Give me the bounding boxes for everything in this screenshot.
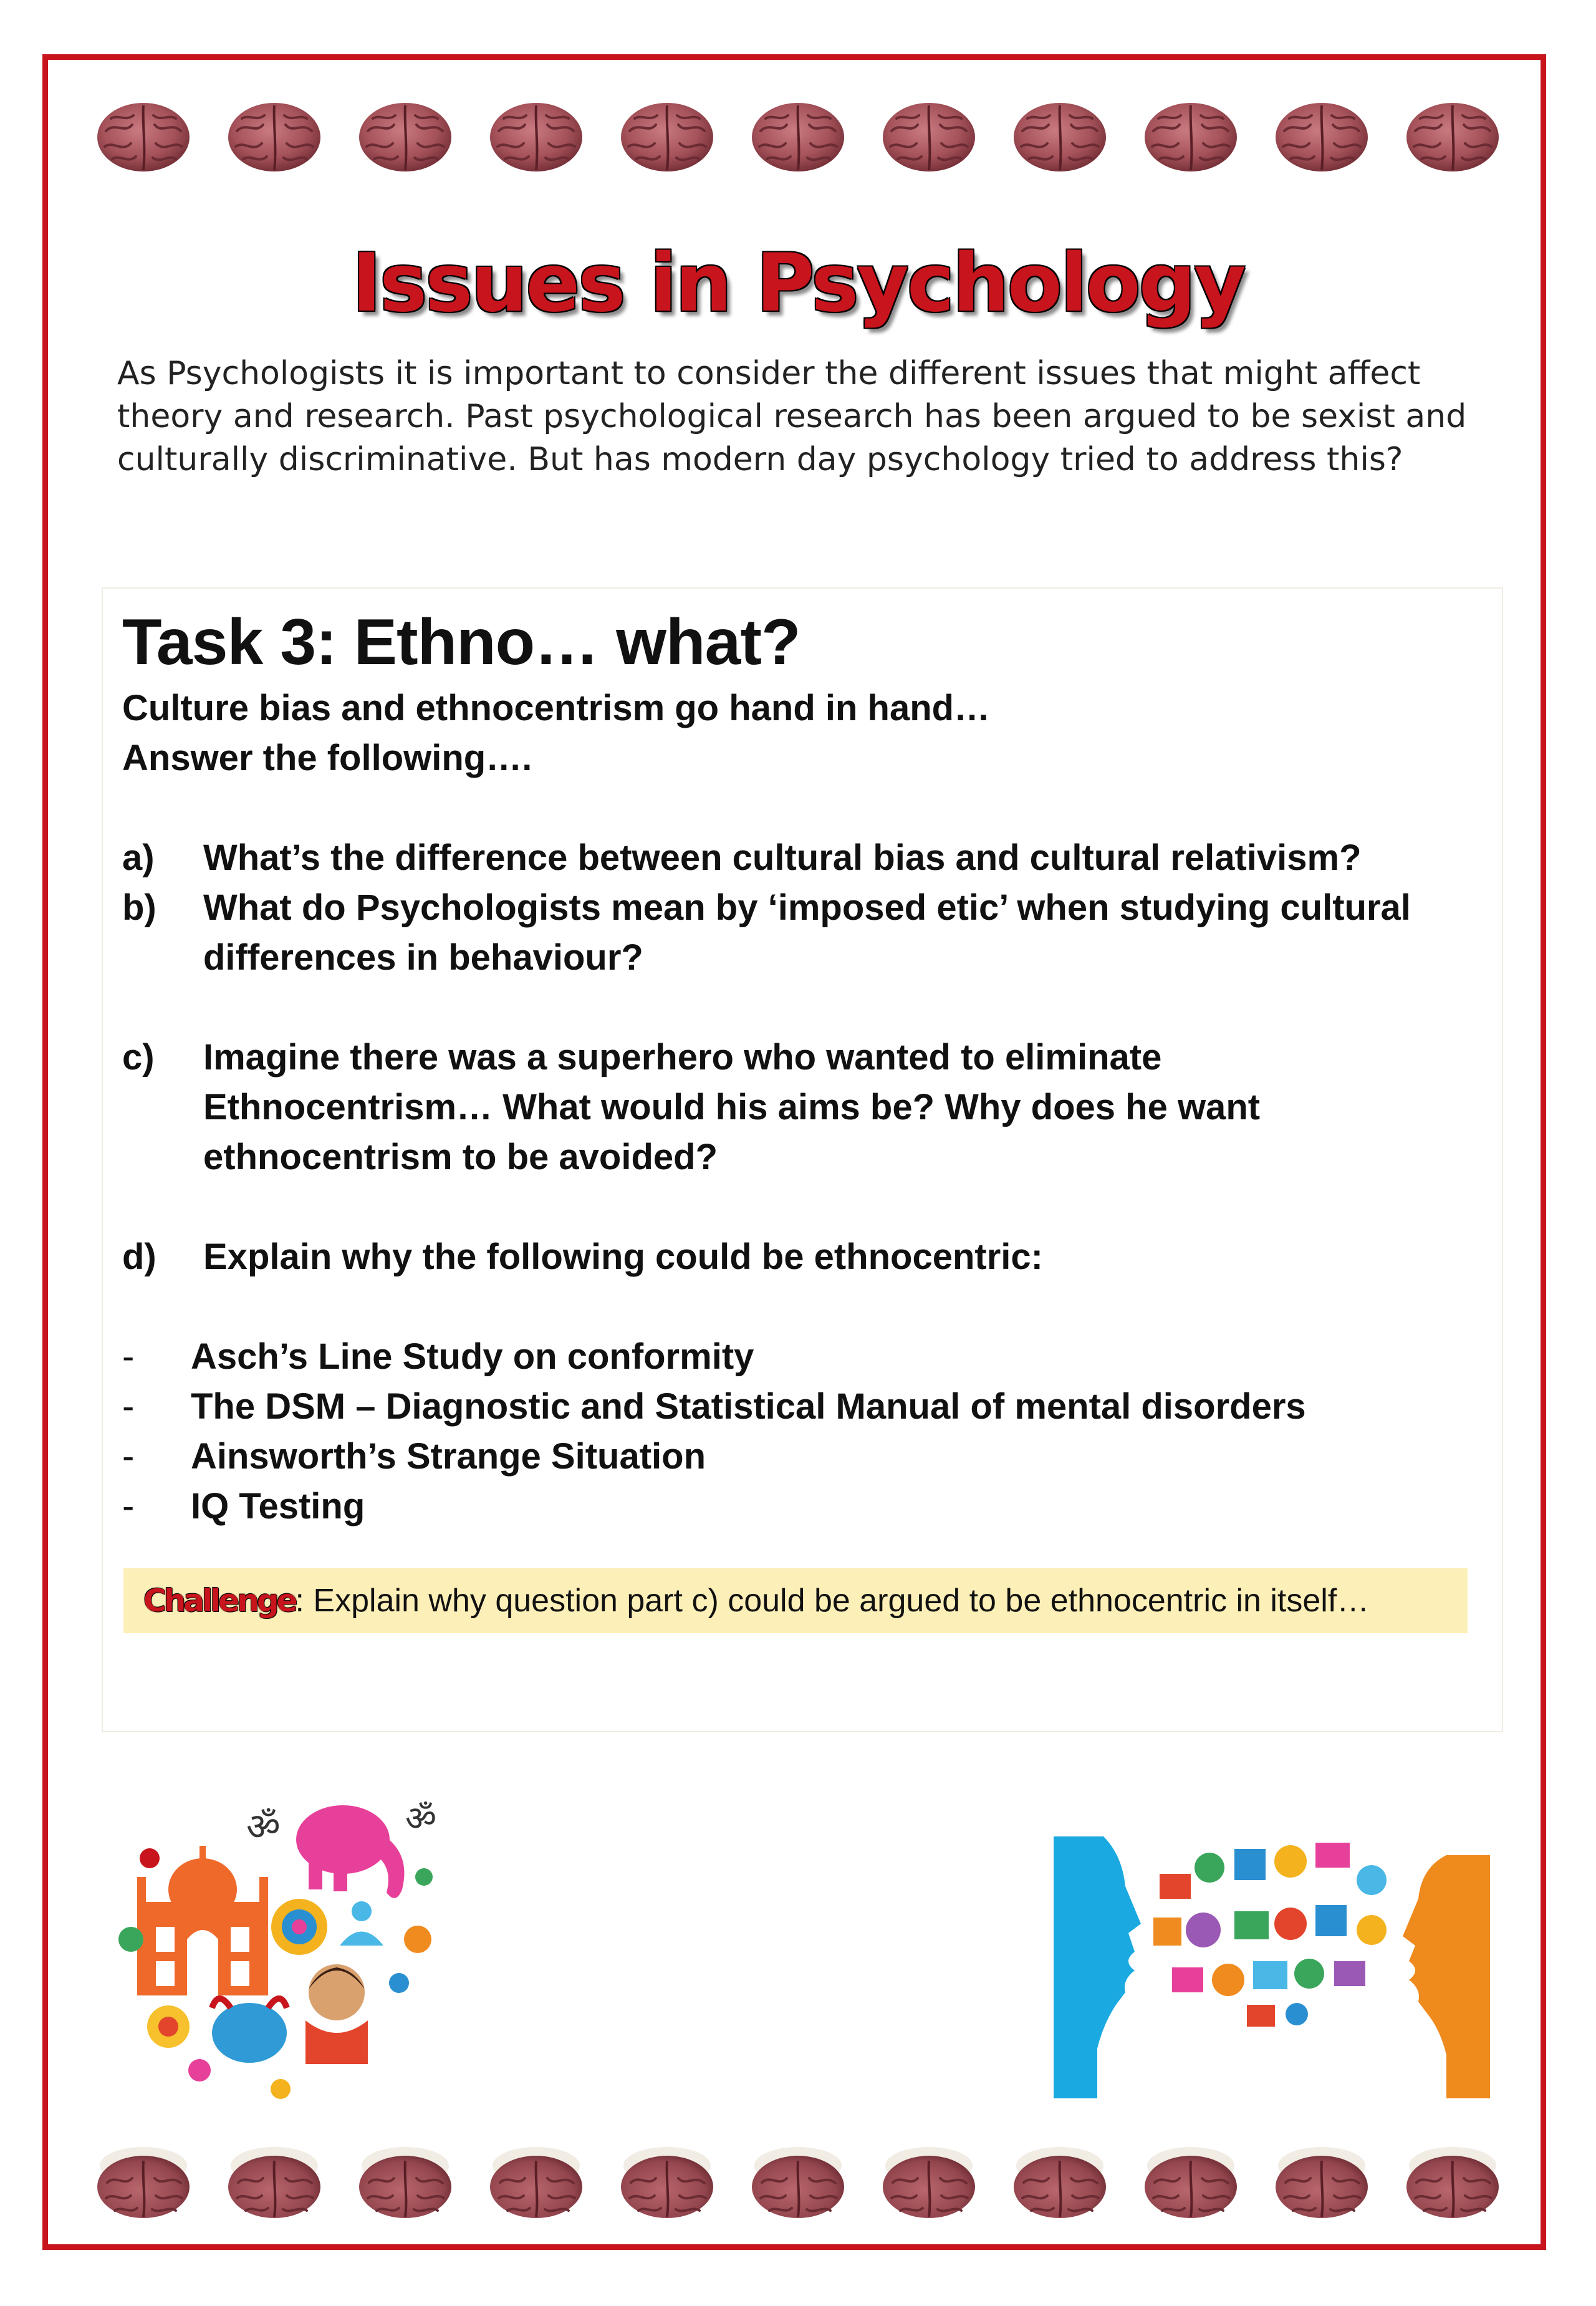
task-lead-1: Culture bias and ethnocentrism go hand in hand… xyxy=(122,688,991,728)
brain-icon xyxy=(617,2142,717,2223)
brain-icon xyxy=(617,97,717,178)
bullet-marker: - xyxy=(122,1386,135,1427)
brain-icon xyxy=(355,97,455,178)
question-b xyxy=(122,883,1494,983)
task-content xyxy=(122,605,1494,1532)
brain-icon xyxy=(486,2142,586,2223)
brain-icon xyxy=(224,2142,324,2223)
page-title: Issues in Psychology xyxy=(352,237,1244,330)
bottom-brain-border xyxy=(94,2139,1502,2226)
brain-icon xyxy=(224,97,324,178)
question-text: Explain why the following could be ethnocentric: xyxy=(203,1237,1043,1277)
brain-icon xyxy=(748,97,848,178)
brain-icon xyxy=(94,2142,193,2223)
brain-icon xyxy=(879,97,979,178)
brain-icon xyxy=(486,97,586,178)
task-lead-2: Answer the following…. xyxy=(122,738,532,778)
challenge-text: : Explain why question part c) could be argued to be ethnocentric in itself… xyxy=(295,1583,1370,1619)
culture-heart-collage-icon xyxy=(94,1783,461,2120)
bullet-text: Ainsworth’s Strange Situation xyxy=(191,1436,706,1477)
brain-icon xyxy=(1403,97,1502,178)
brain-icon xyxy=(1141,2142,1241,2223)
speaking-heads-icon xyxy=(1047,1805,1496,2105)
brain-icon xyxy=(1272,97,1372,178)
brain-icon xyxy=(748,2142,848,2223)
challenge-label: Challenge xyxy=(143,1583,296,1619)
bullet-text: Asch’s Line Study on conformity xyxy=(191,1336,754,1377)
question-text: Imagine there was a superhero who wanted to eliminate Ethnocentrism… What would his aims be? Why does he want ethnocentrism to be avoided? xyxy=(203,1037,1261,1177)
task-heading: Task 3: Ethno… what? xyxy=(122,606,800,678)
bullet-text: The DSM – Diagnostic and Statistical Manual of mental disorders xyxy=(191,1386,1306,1427)
bullet-text: IQ Testing xyxy=(191,1486,365,1527)
bullet-marker: - xyxy=(122,1486,135,1527)
question-letter: c) xyxy=(122,1037,155,1078)
brain-icon xyxy=(1272,2142,1372,2223)
brain-icon xyxy=(355,2142,455,2223)
list-item xyxy=(122,1382,1494,1432)
question-text: What’s the difference between cultural bias and cultural relativism? xyxy=(203,837,1362,878)
bullet-marker: - xyxy=(122,1436,135,1477)
intro-paragraph: As Psychologists it is important to consider the different issues that might affect theory and research. Past psychological research has been argued to be sexist and culturally discriminative. But has modern day psychology tried to address this? xyxy=(117,355,1467,478)
svg-text:ॐ: ॐ xyxy=(246,1805,281,1849)
bullet-marker: - xyxy=(122,1336,135,1377)
list-item xyxy=(122,1482,1494,1532)
brain-icon xyxy=(879,2142,979,2223)
brain-icon xyxy=(1403,2142,1502,2223)
list-item xyxy=(122,1432,1494,1482)
question-a xyxy=(122,833,1494,883)
svg-text:ॐ: ॐ xyxy=(405,1798,437,1838)
brain-icon xyxy=(1141,97,1241,178)
brain-icon xyxy=(94,97,193,178)
brain-icon xyxy=(1010,97,1110,178)
question-letter: a) xyxy=(122,837,155,878)
brain-icon xyxy=(1010,2142,1110,2223)
question-letter: b) xyxy=(122,887,156,928)
question-letter: d) xyxy=(122,1237,156,1277)
question-c xyxy=(122,1033,1494,1182)
list-item xyxy=(122,1332,1494,1382)
question-text: What do Psychologists mean by ‘imposed etic’ when studying cultural differences in behaviour? xyxy=(203,887,1411,978)
top-brain-border xyxy=(94,94,1502,181)
challenge-box xyxy=(123,1568,1468,1633)
question-d xyxy=(122,1232,1494,1282)
